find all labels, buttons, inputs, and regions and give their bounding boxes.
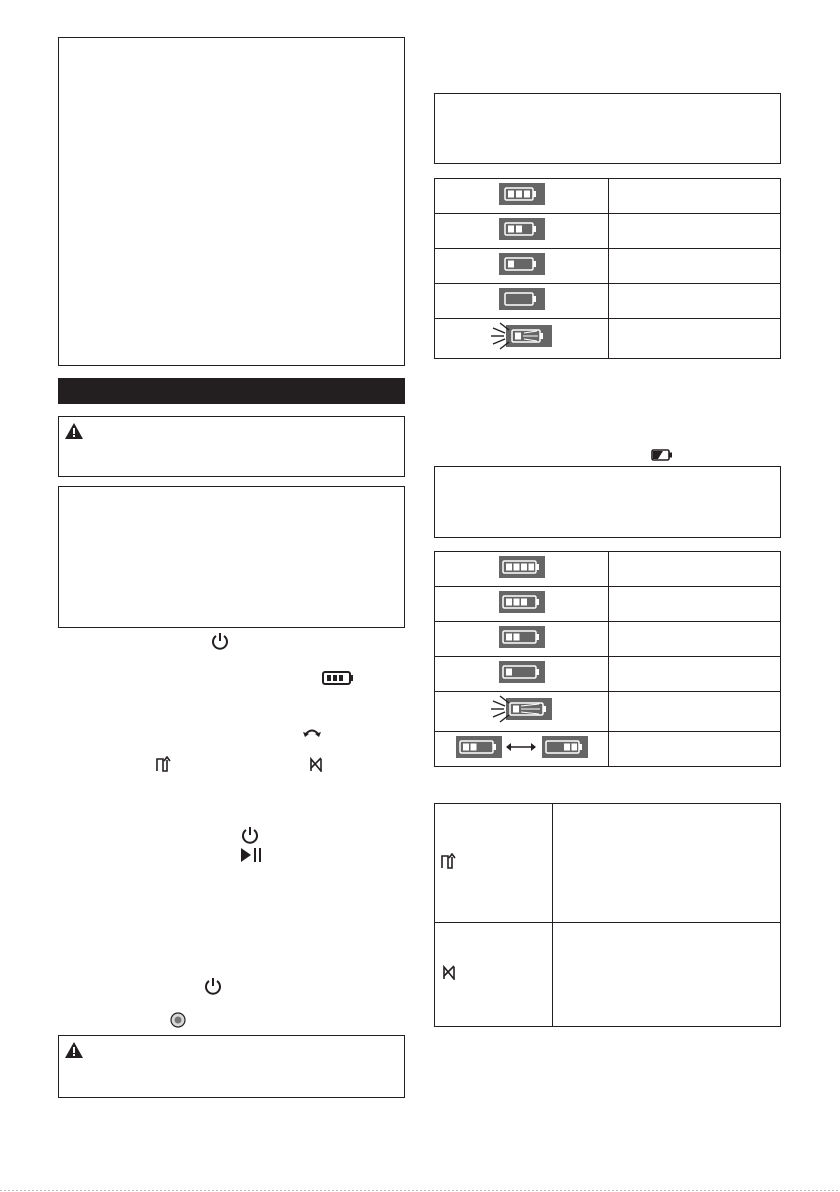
table-row <box>435 587 781 622</box>
mute-icon <box>308 756 324 772</box>
description-cell <box>609 214 781 249</box>
battery-low-icon <box>651 449 673 461</box>
description-cell <box>609 284 781 319</box>
note-box <box>58 486 405 628</box>
battery-3-bars-icon <box>499 183 545 205</box>
table-row <box>435 804 781 923</box>
battery-2-bars-icon <box>499 626 545 648</box>
description-cell <box>609 657 781 692</box>
battery-flashing-icon <box>490 695 554 723</box>
warning-box <box>58 416 405 477</box>
battery-3-bars-icon <box>499 591 545 613</box>
auto-return-icon <box>441 853 457 869</box>
description-cell <box>609 692 781 732</box>
warning-triangle-icon <box>65 423 83 439</box>
table-row <box>435 622 781 657</box>
warning-box <box>58 1035 405 1098</box>
icon-cell <box>435 692 609 732</box>
table-row <box>435 319 781 359</box>
icon-cell <box>435 249 609 284</box>
icon-cell <box>435 179 609 214</box>
rotate-arrow-icon <box>302 726 322 738</box>
description-cell <box>609 319 781 359</box>
mode-table <box>434 803 781 1027</box>
power-icon <box>204 977 222 995</box>
description-cell <box>609 622 781 657</box>
top-note-box <box>58 37 405 366</box>
play-pause-icon <box>240 847 262 863</box>
power-icon <box>241 826 259 844</box>
table-row <box>435 923 781 1027</box>
auto-return-icon <box>156 756 172 772</box>
description-cell <box>553 804 781 923</box>
description-cell <box>609 732 781 767</box>
record-button-icon <box>170 1012 186 1028</box>
battery-1-bar-icon <box>499 661 545 683</box>
icon-cell <box>435 284 609 319</box>
table-row <box>435 284 781 319</box>
battery-empty-icon <box>499 288 545 310</box>
battery-status-table <box>434 178 781 359</box>
icon-cell <box>435 804 553 923</box>
warning-triangle-icon <box>65 1042 83 1058</box>
icon-cell <box>435 657 609 692</box>
note-box <box>434 466 781 538</box>
note-box <box>434 93 781 164</box>
icon-cell <box>435 622 609 657</box>
icon-cell <box>435 319 609 359</box>
icon-cell <box>435 587 609 622</box>
table-row <box>435 214 781 249</box>
icon-cell <box>435 732 609 767</box>
icon-cell <box>435 214 609 249</box>
battery-status-table <box>434 551 781 767</box>
table-row <box>435 732 781 767</box>
description-cell <box>609 587 781 622</box>
page-bottom-edge <box>0 1190 840 1191</box>
battery-4-bars-icon <box>499 556 545 578</box>
mute-icon <box>441 964 457 980</box>
description-cell <box>609 249 781 284</box>
battery-3-bars-icon <box>322 671 354 685</box>
battery-flashing-icon <box>490 322 554 350</box>
icon-cell <box>435 552 609 587</box>
description-cell <box>609 179 781 214</box>
table-row <box>435 657 781 692</box>
icon-cell <box>435 923 553 1027</box>
battery-alternating-icon <box>456 736 588 758</box>
power-icon <box>211 632 229 650</box>
table-row <box>435 552 781 587</box>
description-cell <box>553 923 781 1027</box>
table-row <box>435 249 781 284</box>
section-title-bar <box>58 378 405 404</box>
description-cell <box>609 552 781 587</box>
battery-1-bar-icon <box>499 253 545 275</box>
table-row <box>435 692 781 732</box>
battery-2-bars-icon <box>499 218 545 240</box>
table-row <box>435 179 781 214</box>
